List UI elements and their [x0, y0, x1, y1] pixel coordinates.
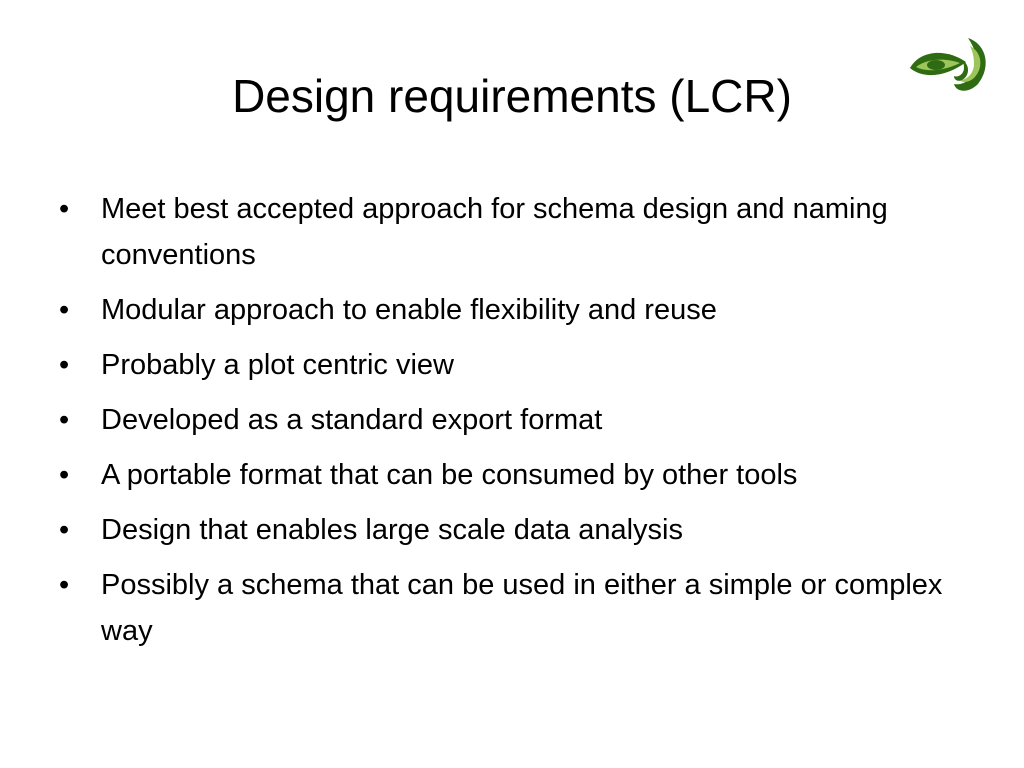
bullet-item — [56, 562, 976, 654]
bullet-dot: • — [59, 514, 70, 546]
bullet-item — [56, 342, 976, 388]
bullet-item — [56, 452, 976, 498]
bullet-dot: • — [59, 193, 70, 225]
bullet-item — [56, 186, 976, 278]
bullet-text: Possibly a schema that can be used in either a simple or complex way — [101, 569, 943, 647]
bullet-item — [56, 287, 976, 333]
bullet-dot: • — [59, 294, 70, 326]
bullet-text: Probably a plot centric view — [101, 349, 454, 381]
bullet-text: A portable format that can be consumed by other tools — [101, 459, 798, 491]
slide-title: Design requirements (LCR) — [232, 70, 792, 122]
bullet-item — [56, 507, 976, 553]
green-leaf-logo-icon — [906, 34, 992, 96]
bullet-dot: • — [59, 349, 70, 381]
bullet-dot: • — [59, 569, 70, 601]
bullet-text: Developed as a standard export format — [101, 404, 603, 436]
bullet-item — [56, 397, 976, 443]
bullet-text: Modular approach to enable flexibility and reuse — [101, 294, 717, 326]
bullet-list — [56, 186, 976, 663]
bullet-text: Design that enables large scale data analysis — [101, 514, 683, 546]
bullet-text: Meet best accepted approach for schema design and naming conventions — [101, 193, 888, 271]
bullet-dot: • — [59, 404, 70, 436]
bullet-dot: • — [59, 459, 70, 491]
